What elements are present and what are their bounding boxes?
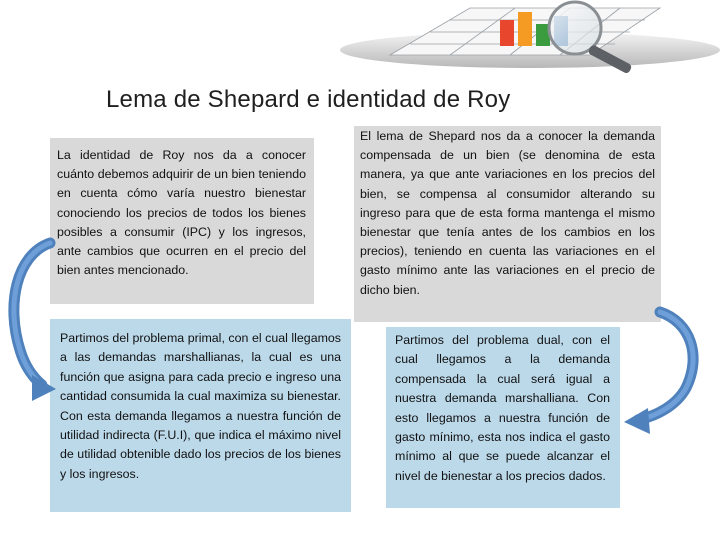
slide-title: Lema de Shepard e identidad de Roy [106,86,511,113]
shepard-lemma-box: El lema de Shepard nos da a conocer la demanda compensada de un bien (se denomina de esta manera, ya que ante variaciones en los precios del bien, se compensa al consumidor alterando su ingreso para que de esta forma mantenga el mismo bienestar que tenía antes de los cambios en los precios), teniendo en cuenta las variaciones en el gasto mínimo ante las variaciones en el precio de dicho bien. [354,126,661,322]
magnifier-chart-illustration [330,0,720,75]
left-curved-arrow-icon [2,225,58,405]
dual-problem-box: Partimos del problema dual, con el cual llegamos a la demanda compensada la cual será igual a nuestra demanda marshalliana. Con esto llegamos a nuestra función de gasto mínimo, esta nos indica el gasto mínimo al que se puede alcanzar el nivel de bienestar a los precios dados. [386,327,620,508]
roy-identity-box: La identidad de Roy nos da a conocer cuánto debemos adquirir de un bien teniendo en cuenta cómo varía nuestro bienestar conociendo los precios de todos los bienes posibles a consumir (IPC) y los ingresos, ante cambios que ocurren en el precio del bien antes mencionado. [50,138,314,304]
primal-problem-box: Partimos del problema primal, con el cual llegamos a las demandas marshallianas, la cual es una función que asigna para cada precio e ingreso una cantidad consumida la cual maximiza su bienestar. Con esta demanda llegamos a nuestra función de utilidad indirecta (F.U.I), que indica el máximo nivel de utilidad obtenible dado los precios de los bienes y los ingresos. [50,319,351,512]
right-curved-arrow-icon [620,300,710,440]
